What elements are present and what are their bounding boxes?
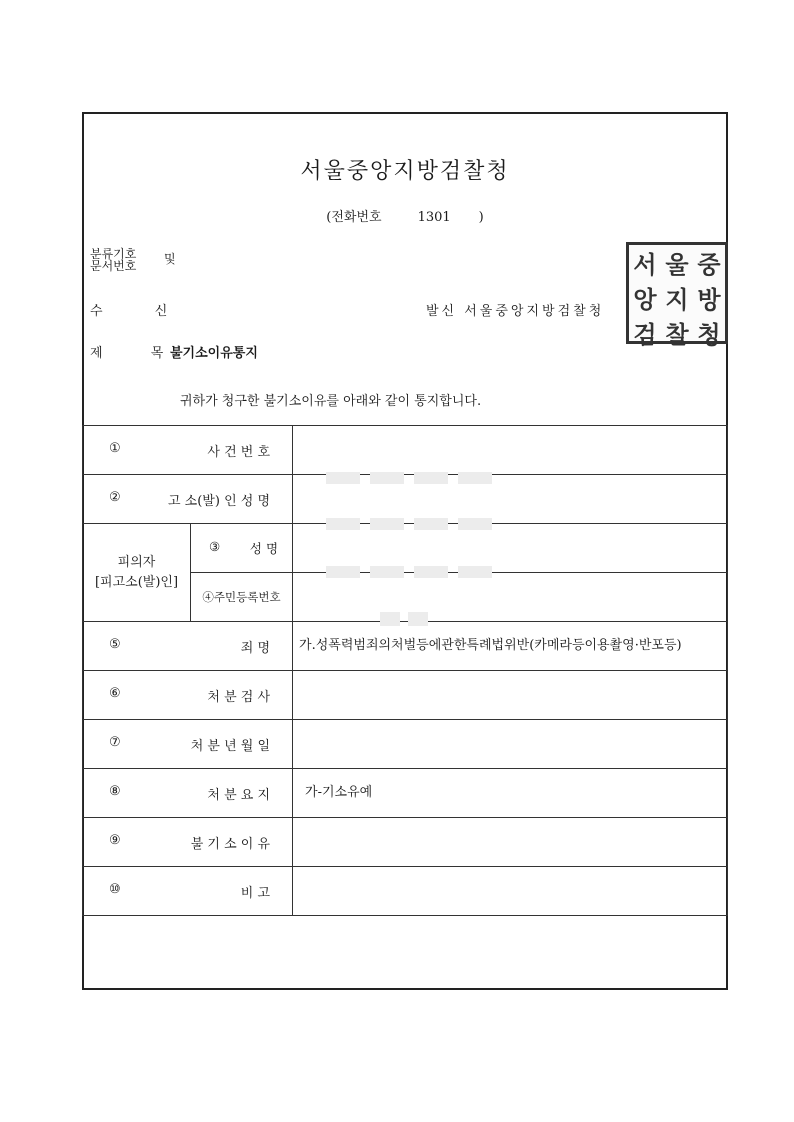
intro-text: 귀하가 청구한 불기소이유를 아래와 같이 통지합니다. <box>180 394 482 409</box>
prosecutor-label: ⑥ 처 분 검 사 <box>83 671 293 720</box>
seal-char: 앙 <box>633 285 657 314</box>
table-row <box>83 671 728 720</box>
seal-char: 검 <box>633 320 657 349</box>
ref-label-line2: 문서번호 <box>90 259 137 273</box>
prosecutor-value <box>293 671 728 720</box>
date-label: ⑦ 처 분 년 월 일 <box>83 720 293 769</box>
ref-and: 및 <box>164 252 176 266</box>
suspect-name-label: ③ 성 명 <box>191 524 293 573</box>
seal-char: 울 <box>665 250 689 279</box>
phone-close: ) <box>478 210 484 225</box>
date-value <box>293 720 728 769</box>
suspect-name-value <box>293 524 728 573</box>
suspect-group-sub: [피고소(발)인] <box>94 574 179 590</box>
complainant-label: ② 고 소(발) 인 성 명 <box>83 475 293 524</box>
recipient-label: 수 신 <box>90 304 192 319</box>
ref-label <box>90 248 136 272</box>
charge-label: ⑤ 죄 명 <box>83 622 293 671</box>
suspect-group: 피의자 <box>117 554 156 570</box>
ref-label-line1: 분류기호 <box>90 247 137 261</box>
remarks-label: ⑩ 비 고 <box>83 867 293 916</box>
case-no-label: ① 사 건 번 호 <box>83 426 293 475</box>
table-row <box>83 622 728 671</box>
official-seal <box>626 242 728 349</box>
reason-label: ⑨ 불 기 소 이 유 <box>83 818 293 867</box>
table-row <box>83 818 728 867</box>
seal-char: 청 <box>697 320 721 349</box>
summary-label: ⑧ 처 분 요 지 <box>83 769 293 818</box>
suspect-id-value <box>293 573 728 622</box>
phone-line <box>84 206 726 225</box>
summary-value: 가-기소유예 <box>293 769 728 818</box>
subject-label: 제 목 <box>90 346 186 361</box>
complainant-value <box>293 475 728 524</box>
case-no-value <box>293 426 728 475</box>
seal-char: 지 <box>665 285 689 314</box>
notice-table <box>82 425 728 916</box>
seal-char: 찰 <box>665 320 689 349</box>
charge-value: 가.성폭력범죄의처벌등에관한특례법위반(카메라등이용촬영·반포등) <box>293 622 728 671</box>
seal-char: 서 <box>633 250 657 279</box>
table-row <box>83 426 728 475</box>
reason-value <box>293 818 728 867</box>
table-row <box>83 867 728 916</box>
remarks-value <box>293 867 728 916</box>
table-row <box>83 769 728 818</box>
phone-number: 1301 <box>417 210 451 225</box>
suspect-id-label: ④주민등록번호 <box>191 573 293 622</box>
phone-open: (전화번호 <box>326 210 382 225</box>
table-row <box>83 524 728 573</box>
seal-char: 중 <box>697 250 721 279</box>
sender-line: 발신 서울중앙지방검찰청 <box>426 304 605 319</box>
suspect-group-label <box>83 524 191 622</box>
subject-value: 불기소이유통지 <box>170 346 258 361</box>
table-row <box>83 720 728 769</box>
table-row <box>83 475 728 524</box>
seal-char: 방 <box>697 285 721 314</box>
document-title: 서울중앙지방검찰청 <box>300 159 510 184</box>
